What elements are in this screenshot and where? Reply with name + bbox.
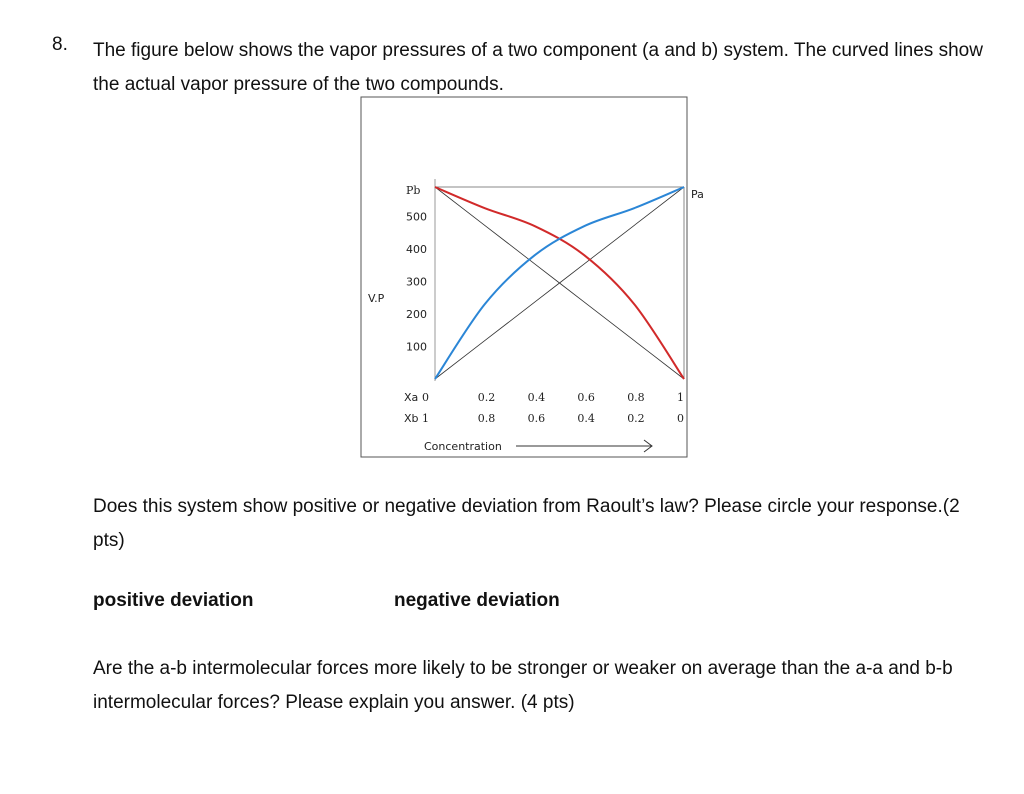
xa-tick-label: 0.2 xyxy=(477,391,496,404)
y-tick-label: 100 xyxy=(406,340,427,354)
xb-tick-label: 1 xyxy=(422,412,429,425)
y-axis-label: V.P xyxy=(368,292,385,305)
y-tick-label: 500 xyxy=(406,210,427,224)
xb-tick-label: 0.4 xyxy=(577,412,595,425)
question-number: 8. xyxy=(52,34,68,55)
y-tick-label: 400 xyxy=(406,242,427,256)
xa-label: Xa xyxy=(404,391,419,404)
xa-tick-label: 0.4 xyxy=(527,391,546,404)
question-intro: The figure below shows the vapor pressures of a two component (a and b) system. The curved lines show the actual vapor pressure of the two compounds. xyxy=(93,40,983,95)
deviation-question: Does this system show positive or negative deviation from Raoult’s law? Please circle your response.(2 pts) xyxy=(93,496,960,551)
pb-label: Pb xyxy=(406,184,421,197)
negative-deviation-option[interactable]: negative deviation xyxy=(394,590,560,611)
y-tick-label: 300 xyxy=(406,275,427,289)
y-tick-label: 200 xyxy=(406,307,427,321)
vapor-pressure-figure xyxy=(360,92,704,462)
xb-tick-label: 0 xyxy=(677,412,684,425)
xa-tick-label: 1 xyxy=(677,391,684,404)
xb-tick-label: 0.8 xyxy=(477,412,496,425)
xa-tick-label: 0 xyxy=(422,391,429,404)
x-axis-label: Concentration xyxy=(424,440,502,453)
xa-tick-label: 0.8 xyxy=(627,391,645,404)
xb-label: Xb xyxy=(404,412,419,425)
xb-tick-label: 0.2 xyxy=(627,412,645,425)
concentration-arrow xyxy=(516,440,652,452)
positive-deviation-option[interactable]: positive deviation xyxy=(93,590,254,611)
forces-question: Are the a-b intermolecular forces more likely to be stronger or weaker on average than the a-a and b-b intermolecular forces? Please explain you answer. (4 pts) xyxy=(93,658,953,713)
xb-tick-label: 0.6 xyxy=(527,412,546,425)
pa-label: Pa xyxy=(691,188,704,201)
xa-tick-label: 0.6 xyxy=(577,391,595,404)
